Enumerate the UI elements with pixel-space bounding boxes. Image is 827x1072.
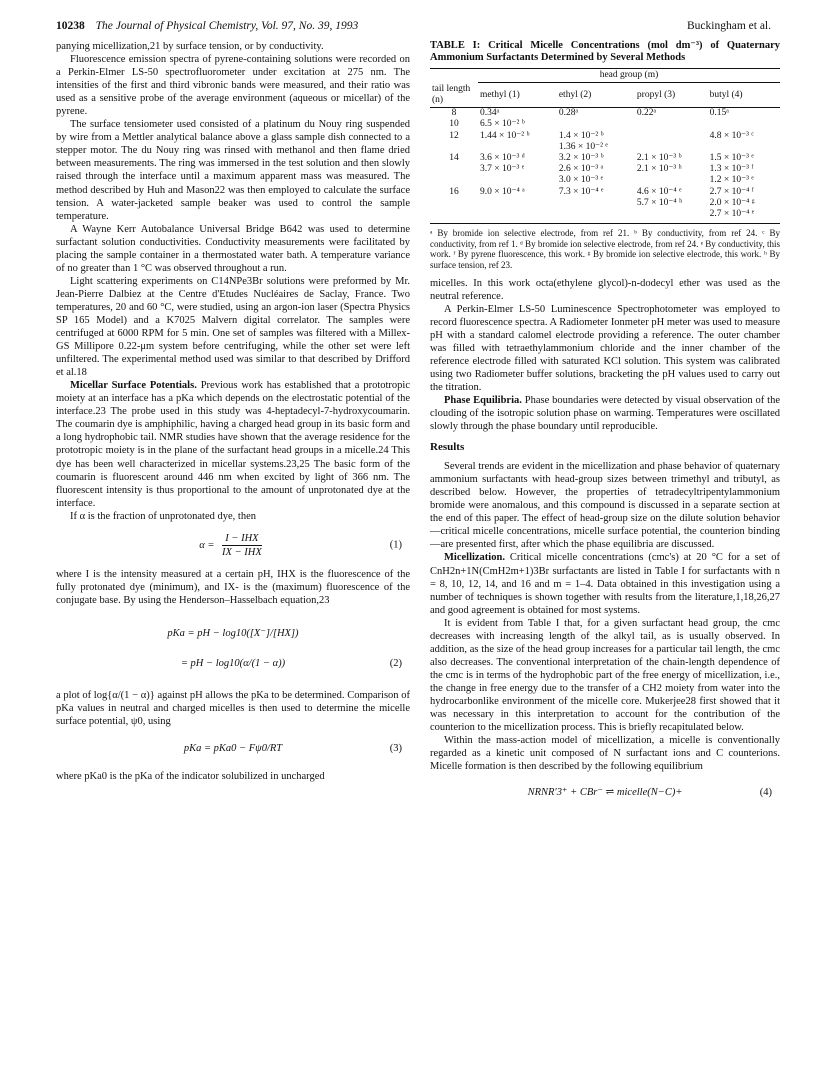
section-heading: Results (430, 441, 465, 454)
table-row (430, 153, 780, 164)
table-cell: 2.6 × 10⁻³ ᵃ (558, 164, 604, 175)
table-cell (430, 164, 478, 175)
table-col-header: butyl (4) (708, 83, 780, 108)
paragraph: A Perkin-Elmer LS-50 Luminescence Spectrophotometer was employed to record fluorescence spectra. A Radiometer Ionmeter pH meter was used to measure pH with a standard calomel electrode providing a reference. The outer chamber was filled with tetraethylammonium chloride and the inner chamber of the reference electrode filled with saturated KCl solution. This system was calibrated using two Radiometer buffer solutions, bracketing the pH values used to carry out the titration. (430, 303, 780, 393)
equation-body: pKa = pKa0 − Fψ0/RT (183, 743, 283, 755)
table-cell (708, 142, 780, 153)
equation-1 (56, 532, 410, 559)
table-cell (635, 119, 708, 130)
fraction-numerator: I − IHX (222, 532, 261, 546)
table-cell: 9.0 × 10⁻⁴ ᵃ (480, 186, 525, 197)
paragraph: Fluorescence emission spectra of pyrene-containing solutions were recorded on a Perkin-Elmer LS-50 spectrofluorometer under excitation at 275 nm. The intensities of the first and third vibronic bands were measured, and their ratio was used as a sensitive probe of the average environment (aqueous or micellar) of the pyrene. (56, 54, 410, 118)
paragraph: a plot of log{α/(1 − α)} against pH allows the pKa to be determined. Comparison of pKa values in neutral and charged micelles is then used to determine the micelle surface potential, ψ0, using (56, 689, 410, 728)
table-cell: 0.34ᵃ (480, 108, 500, 119)
table-cell: 0.15ᵃ (709, 108, 729, 119)
equation-number: (2) (389, 657, 402, 669)
running-header (56, 20, 771, 38)
table-row (430, 209, 780, 224)
table-cell: 1.36 × 10⁻² ᵉ (558, 141, 608, 152)
equation-body: = pH − log10(α/(1 − α)) (180, 657, 286, 669)
table-cell (635, 142, 708, 153)
table-row (430, 119, 780, 130)
table-title: TABLE I: Critical Micelle Concentrations (mol dm⁻³) of Quaternary Ammonium Surfactants Determined by Several Methods (430, 40, 780, 63)
table-cell (478, 209, 557, 224)
table-cell: 2.0 × 10⁻⁴ ᵍ (709, 197, 755, 208)
table-cell: 1.5 × 10⁻³ ᵉ (709, 152, 754, 163)
section-runin-heading: Micellization. (444, 552, 505, 564)
table-cell (635, 131, 708, 142)
table-cell: 3.7 × 10⁻³ ᵉ (480, 164, 525, 175)
paragraph: micelles. In this work octa(ethylene glycol)-n-dodecyl ether was used as the neutral reference. (430, 277, 780, 302)
table-footnote: ᵃ By bromide ion selective electrode, from ref 21. ᵇ By conductivity, from ref 24. ᶜ By conductivity, from ref 1. ᵈ By bromide ion selective electrode, from ref 24. ᵉ By conductivity, this work. ᶠ By pyrene fluorescence, this work. ᵍ By bromide ion selective electrode, this work. ʰ By surface tension, ref 23. (430, 228, 780, 270)
table-cell (478, 175, 557, 186)
section-runin-heading: Micellar Surface Potentials. (70, 380, 197, 392)
paragraph: Light scattering experiments on C14NPe3Br solutions were preformed by Mr. Jean-Pierre Dalbiez at the Centre d'Etudes Nucléaires de Saclay, France. Two temperatures, 20 and 60 °C, were studied, using an argon-ion laser (Spectra Physics SP 165 Model) and a K7025 Malvern digital correlator. The samples were centrifuged at 6000 RPM for 5 min. One set of samples was filtered with a Millex-GS Millipore 0.22-μm system before centrifuging, while the other set were left unfiltered. The experimental method used was similar to that described by Drifford et al.18 (56, 275, 410, 379)
table-cell: 1.4 × 10⁻² ᵇ (558, 130, 604, 141)
table-cell: 7.3 × 10⁻⁴ ᵉ (558, 186, 604, 197)
equation-number: (1) (389, 539, 402, 551)
table-cell: 5.7 × 10⁻⁴ ʰ (636, 197, 683, 208)
fraction (219, 532, 265, 559)
table-col-header: ethyl (2) (557, 83, 635, 108)
equation-lhs: α = (199, 539, 215, 551)
paragraph: A Wayne Kerr Autobalance Universal Bridge B642 was used to determine surfactant solution conductivities. Conductivity measurements were facilitated by placing the sample container in a thermostated water bath. A temperature variance of no greater than 1 °C was observed throughout a run. (56, 223, 410, 274)
table-cell: 0.28ᵃ (558, 108, 579, 119)
table-header-empty (430, 69, 478, 83)
table-cell (557, 209, 635, 224)
table-cell (430, 175, 478, 186)
paragraph (430, 394, 780, 433)
table-cell: 2.7 × 10⁻⁴ ᶠ (709, 186, 754, 197)
table-cell (430, 198, 478, 209)
paragraph-text: Previous work has established that a prototropic moiety at an interface has a pKa which depends on the electrostatic potential of the interface.23 The probe used in this study was 4-heptadecyl-7-hydroxycoumarin. The coumarin dye is amphiphilic, having a charged head group in its basic form and a long hydrophobic tail. NMR studies have shown that the average residence for the prototropic moiety is in the plane of the surfactant head groups in a micelle.24 This dye has been well characterized in micellar systems.23,25 The basic form of the coumarin is fluorescent around 446 nm when excited by light of 366 nm. The fluorescent intensity is thus proportional to the amount of unprotonated dye at the interface. (56, 380, 410, 509)
table-row (430, 142, 780, 153)
table-cell: 4.8 × 10⁻³ ᶜ (709, 130, 754, 141)
table-cell: 14 (449, 152, 459, 163)
paragraph (430, 551, 780, 616)
paragraph: Several trends are evident in the micellization and phase behavior of quaternary ammonium surfactants with head-group sizes between trimethyl and tributyl, as described below. However, the properties of tetradecyltripentylammonium bromide were anomalous, and this compound is discussed in a separate section at the end of this paper. The effect of head-group size on the dilute solution behavior—critical micelle concentrations, micelle surface potential, the counterion binding—are presented first, after which the phase equilibria are discussed. (430, 461, 780, 551)
table-row (430, 187, 780, 198)
table-cell: 12 (449, 130, 459, 141)
table-row (430, 108, 780, 120)
table-cell (635, 175, 708, 186)
table-cell: 1.3 × 10⁻³ ᶠ (709, 164, 754, 175)
author-running-head: Buckingham et al. (687, 20, 771, 32)
table-cell: 16 (449, 186, 459, 197)
paragraph: panying micellization,21 by surface tension, or by conductivity. (56, 41, 324, 52)
table-cell (708, 119, 780, 130)
table-cell (478, 198, 557, 209)
equation-2a: pKa = pH − log10([X⁻]/[HX]) (167, 627, 299, 639)
paragraph: It is evident from Table I that, for a given surfactant head group, the cmc decreases with increasing length of the alkyl tail, as is usually observed. In addition, as the size of the head group increases for a particular tail length, the cmc also decreases. The conventional interpretation of the chain-length dependence of the cmc is in terms of the hydrophobic part of the free energy of micellization, i.e., the change in free energy due to the transfer of a CH2 moiety from water into the hydrocarbonlike environment of the micelle core. Mukerjee28 first showed that it was necessary in this interpretation to account for the contribution of the counterion to the micellization process. This is briefly recapitulated below. (430, 617, 780, 734)
fraction-denominator: IX − IHX (222, 546, 262, 558)
paragraph: where pKa0 is the pKa of the indicator solubilized in uncharged (56, 771, 325, 783)
equation-2b (56, 649, 410, 679)
table-cell: 4.6 × 10⁻⁴ ᵉ (636, 186, 682, 197)
table-cell: 1.44 × 10⁻² ᵇ (480, 130, 530, 141)
journal-citation: The Journal of Physical Chemistry, Vol. 97, No. 39, 1993 (95, 20, 359, 32)
paragraph-text: Critical micelle concentrations (cmc's) at 20 °C for a set of CnH2n+1N(CmH2m+1)3Br surfactants are listed in Table I for surfactants with n = 8, 10, 12, 14, and 16 and m = 1–4. Data obtained in this investigation using a number of techniques is shown together with results from the literature,1,18,26,27 and good agreement is obtained for most systems. (430, 552, 781, 616)
table-row (430, 164, 780, 175)
header-left (56, 20, 358, 32)
right-column (430, 40, 780, 803)
paragraph: Within the mass-action model of micellization, a micelle is conventionally regarded as a kinetic unit composed of N surfactant ions and C counterions. Micelle formation is then described by the following equilibrium (430, 735, 780, 773)
paragraph: The surface tensiometer used consisted of a platinum du Nouy ring suspended by wire from a Mettler analytical balance above a glass sample dish connected to a stepper motor. The du Nouy ring was rinsed with methanol and then flame dried between measurements. The ring was immersed in the test solution and then slowly raised through the interface until a maximum apparent mass was measured. The method described by Huh and Mason22 was then employed to calculate the surface tension. A water-jacketed sample beaker was used to control the sample temperature. (56, 119, 410, 222)
table-cell (430, 209, 478, 224)
table-cell (478, 142, 557, 153)
table-row (430, 198, 780, 209)
left-column (56, 40, 410, 783)
table-row (430, 175, 780, 186)
table-cell: 0.22ᵃ (636, 108, 657, 119)
table-cell: 8 (451, 108, 457, 119)
paragraph: If α is the fraction of unprotonated dye, then (70, 510, 256, 522)
cmc-table (430, 68, 780, 224)
table-group-header: head group (m) (478, 69, 780, 83)
table-cell (557, 198, 635, 209)
equation-4 (430, 783, 780, 803)
table-cell (557, 119, 635, 130)
table-cell: 3.6 × 10⁻³ ᵈ (480, 152, 525, 163)
table-cell: 1.2 × 10⁻³ ᵉ (709, 175, 754, 186)
equation-body: NRNR′3⁺ + CBr⁻ ⇌ micelle(N−C)+ (527, 787, 683, 799)
table-cell (430, 142, 478, 153)
table-cell: 3.2 × 10⁻³ ᵇ (558, 152, 604, 163)
table-cell: 10 (449, 119, 459, 130)
table-cell: 2.1 × 10⁻³ ᵇ (636, 152, 682, 163)
equation-number: (3) (389, 743, 402, 755)
equation-3 (56, 738, 410, 760)
paragraph (56, 379, 410, 509)
table-cell (635, 209, 708, 224)
table-cell: 3.0 × 10⁻³ ᵉ (558, 175, 603, 186)
table-cell: 2.1 × 10⁻³ ʰ (636, 164, 682, 175)
table-cell: 6.5 × 10⁻² ᵇ (480, 119, 525, 130)
table-row (430, 131, 780, 142)
table-col-header: methyl (1) (478, 83, 557, 108)
paragraph: where I is the intensity measured at a certain pH, IHX is the fluorescence of the fully protonated dye (minimum), and IX- is the (maximum) fluorescence of the conjugate base. By using the Henderson–Hasselbach equation,23 (56, 568, 410, 606)
table-col-header: propyl (3) (635, 83, 708, 108)
page-number: 10238 (56, 20, 85, 32)
paragraph-text: Phase boundaries were detected by visual observation of the clouding of the isotropic solution phase on warming. Temperatures were oscillated slowly through the phase boundary until reproducible. (430, 394, 781, 433)
equation-number: (4) (759, 787, 772, 799)
section-runin-heading: Phase Equilibria. (444, 394, 522, 406)
table-col-header: tail length (n) (430, 83, 478, 108)
table-cell: 2.7 × 10⁻⁴ ᵉ (708, 209, 780, 224)
